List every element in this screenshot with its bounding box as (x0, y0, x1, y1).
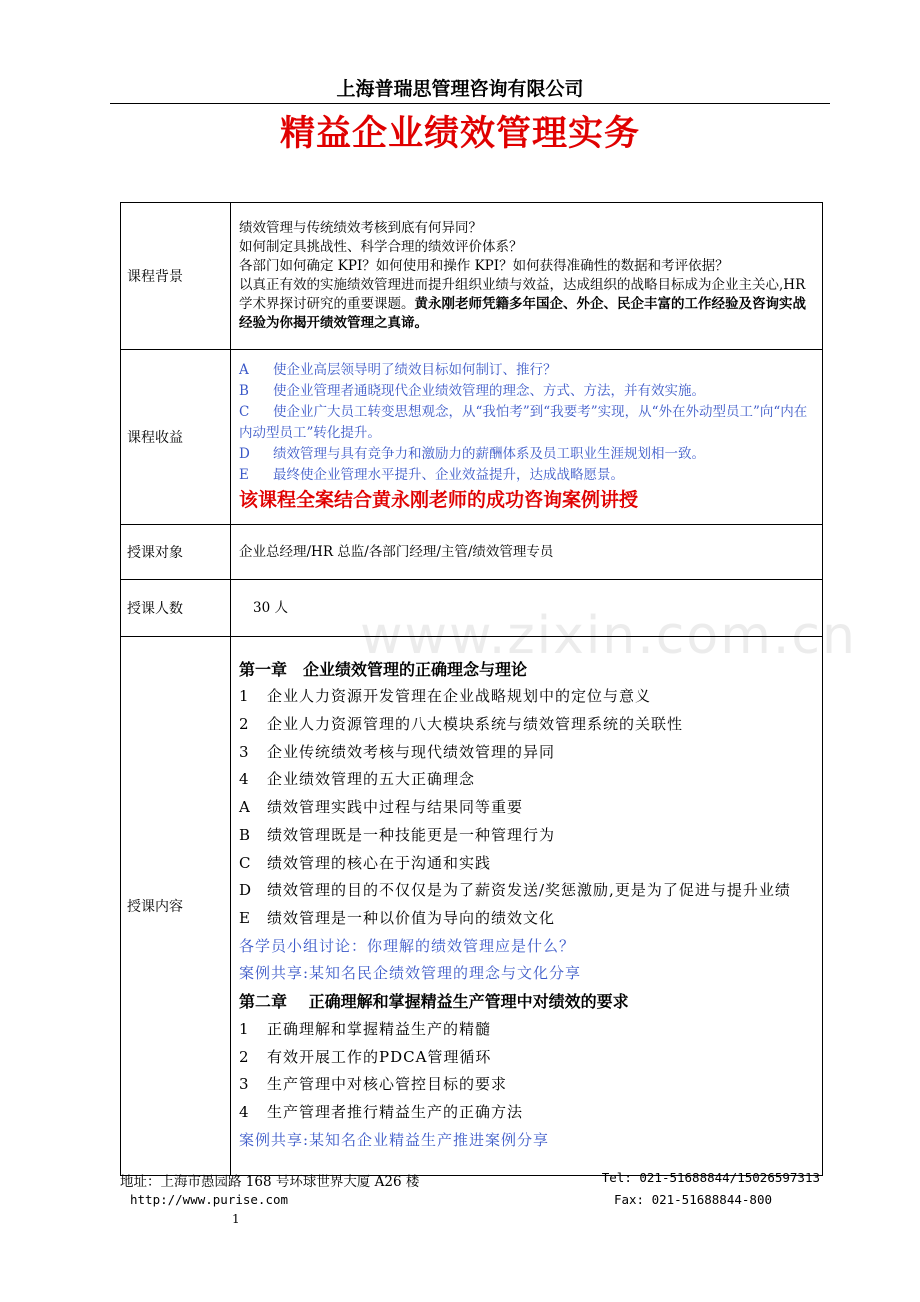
benefit-item (239, 402, 816, 444)
label-background: 课程背景 (121, 203, 231, 350)
item-text: 绩效管理是一种以价值为导向的绩效文化 (267, 909, 556, 927)
footer-address: 地址：上海市愚园路 168 号环球世界大厦 A26 楼 (120, 1174, 420, 1190)
item-text: 企业绩效管理的五大正确理念 (267, 770, 476, 789)
item-text: 绩效管理既是一种技能更是一种管理行为 (267, 825, 556, 844)
content-item (239, 1016, 816, 1044)
course-table (120, 202, 823, 1176)
item-number: 4 (239, 1102, 249, 1121)
item-number: 1 (239, 687, 249, 706)
row-content (121, 637, 823, 1176)
footer-tel: Tel: 021-51688844/15026597313 (601, 1170, 820, 1185)
item-text: 企业人力资源管理的八大模块系统与绩效管理系统的关联性 (267, 715, 684, 734)
item-text: 企业人力资源开发管理在企业战略规划中的定位与意义 (267, 687, 652, 706)
benefit-item (239, 360, 816, 381)
label-class-size: 授课人数 (121, 580, 231, 637)
page-number: 1 (232, 1212, 240, 1226)
benefits-cell (231, 350, 823, 525)
item-number: E (239, 909, 250, 927)
content-item (239, 1071, 816, 1099)
item-text: 绩效管理的目的不仅仅是为了薪资发送/奖惩激励,更是为了促进与提升业绩 (267, 881, 791, 900)
background-line: 如何制定具挑战性、科学合理的绩效评价体系？ (239, 239, 523, 255)
content-item (239, 766, 816, 794)
item-number: 4 (239, 770, 249, 789)
footer-fax: Fax: 021-51688844-800 (613, 1192, 772, 1207)
background-line: 各部门如何确定 KPI？如何使用和操作 KPI？如何获得准确性的数据和考评依据？ (239, 258, 729, 274)
content-item (239, 711, 816, 739)
item-text: 绩效管理实践中过程与结果同等重要 (267, 798, 524, 817)
content-item (239, 850, 816, 878)
item-text: 生产管理中对核心管控目标的要求 (267, 1075, 508, 1094)
item-text: 生产管理者推行精益生产的正确方法 (267, 1102, 524, 1121)
benefit-letter: C (239, 404, 250, 420)
item-number: 2 (239, 1047, 249, 1066)
item-number: 3 (239, 1075, 249, 1094)
content-item (239, 683, 816, 711)
item-number: 1 (239, 1019, 249, 1038)
benefit-item (239, 444, 816, 465)
item-number: B (239, 825, 251, 844)
chapter-1-title: 第一章 企业绩效管理的正确理念与理论 (239, 659, 528, 679)
label-benefits: 课程收益 (121, 350, 231, 525)
benefit-letter: D (239, 446, 250, 462)
footer-website-link[interactable]: http://www.purise.com (130, 1192, 289, 1207)
item-text: 绩效管理的核心在于沟通和实践 (267, 853, 492, 872)
header-rule (110, 103, 830, 104)
item-number: 3 (239, 742, 249, 761)
benefit-text: 绩效管理与具有竞争力和激励力的薪酬体系及员工职业生涯规划相一致。 (273, 446, 705, 462)
row-background (121, 203, 823, 350)
group-discussion: 各学员小组讨论：你理解的绩效管理应是什么？ (239, 936, 576, 955)
document-title: 精益企业绩效管理实务 (279, 114, 640, 154)
benefits-note: 该课程全案结合黄永刚老师的成功咨询案例讲授 (239, 489, 639, 511)
row-class-size (121, 580, 823, 637)
audience-value: 企业总经理/HR 总监/各部门经理/主管/绩效管理专员 (231, 525, 823, 580)
case-share-1: 案例共享:某知名民企绩效管理的理念与文化分享 (239, 964, 582, 983)
company-name: 上海普瑞思管理咨询有限公司 (336, 78, 584, 100)
item-number: C (239, 853, 251, 872)
benefit-text: 使企业高层领导明了绩效目标如何制订、推行？ (273, 362, 557, 378)
background-line: 以真正有效的实施绩效管理进而提升组织业绩与效益，达成组织的战略目标成为企业主关心,HR 学术界探讨研究的重要课题。 (239, 277, 806, 312)
item-text: 有效开展工作的PDCA管理循环 (267, 1047, 492, 1066)
content-item (239, 905, 816, 933)
content-item (239, 877, 816, 905)
row-benefits (121, 350, 823, 525)
benefit-item (239, 465, 816, 486)
item-number: D (239, 881, 252, 900)
benefit-letter: B (239, 383, 249, 399)
label-audience: 授课对象 (121, 525, 231, 580)
benefit-item (239, 381, 816, 402)
content-item (239, 822, 816, 850)
content-item (239, 794, 816, 822)
item-number: A (239, 798, 250, 817)
background-paragraph (239, 276, 816, 333)
label-content: 授课内容 (121, 637, 231, 1176)
class-size-value: 30 人 (231, 580, 823, 637)
content-item (239, 739, 816, 767)
content-cell (231, 637, 823, 1176)
content-item (239, 1099, 816, 1127)
benefit-text: 最终使企业管理水平提升、企业效益提升，达成战略愿景。 (273, 467, 624, 483)
item-text: 企业传统绩效考核与现代绩效管理的异同 (267, 742, 556, 761)
item-number: 2 (239, 715, 249, 734)
benefit-text: 使企业广大员工转变思想观念，从“我怕考”到“我要考”实现，从“外在外动型员工”向“内在内动型员工”转化提升。 (239, 404, 808, 441)
item-text: 正确理解和掌握精益生产的精髓 (267, 1019, 492, 1038)
watermark: www.zixin.com.cn (360, 606, 857, 666)
chapter-2-title: 第二章 正确理解和掌握精益生产管理中对绩效的要求 (239, 992, 629, 1012)
benefit-letter: A (239, 362, 249, 378)
row-audience (121, 525, 823, 580)
background-bold-text: 黄永刚老师凭籍多年国企、外企、民企丰富的工作经验及咨询实战经验为你揭开绩效管理之真谛。 (239, 296, 806, 331)
benefit-letter: E (239, 467, 249, 483)
content-item (239, 1044, 816, 1072)
case-share-2: 案例共享:某知名企业精益生产推进案例分享 (239, 1130, 550, 1149)
background-line: 绩效管理与传统绩效考核到底有何异同？ (239, 220, 482, 236)
benefit-text: 使企业管理者通晓现代企业绩效管理的理念、方式、方法，并有效实施。 (273, 383, 705, 399)
background-cell (231, 203, 823, 350)
